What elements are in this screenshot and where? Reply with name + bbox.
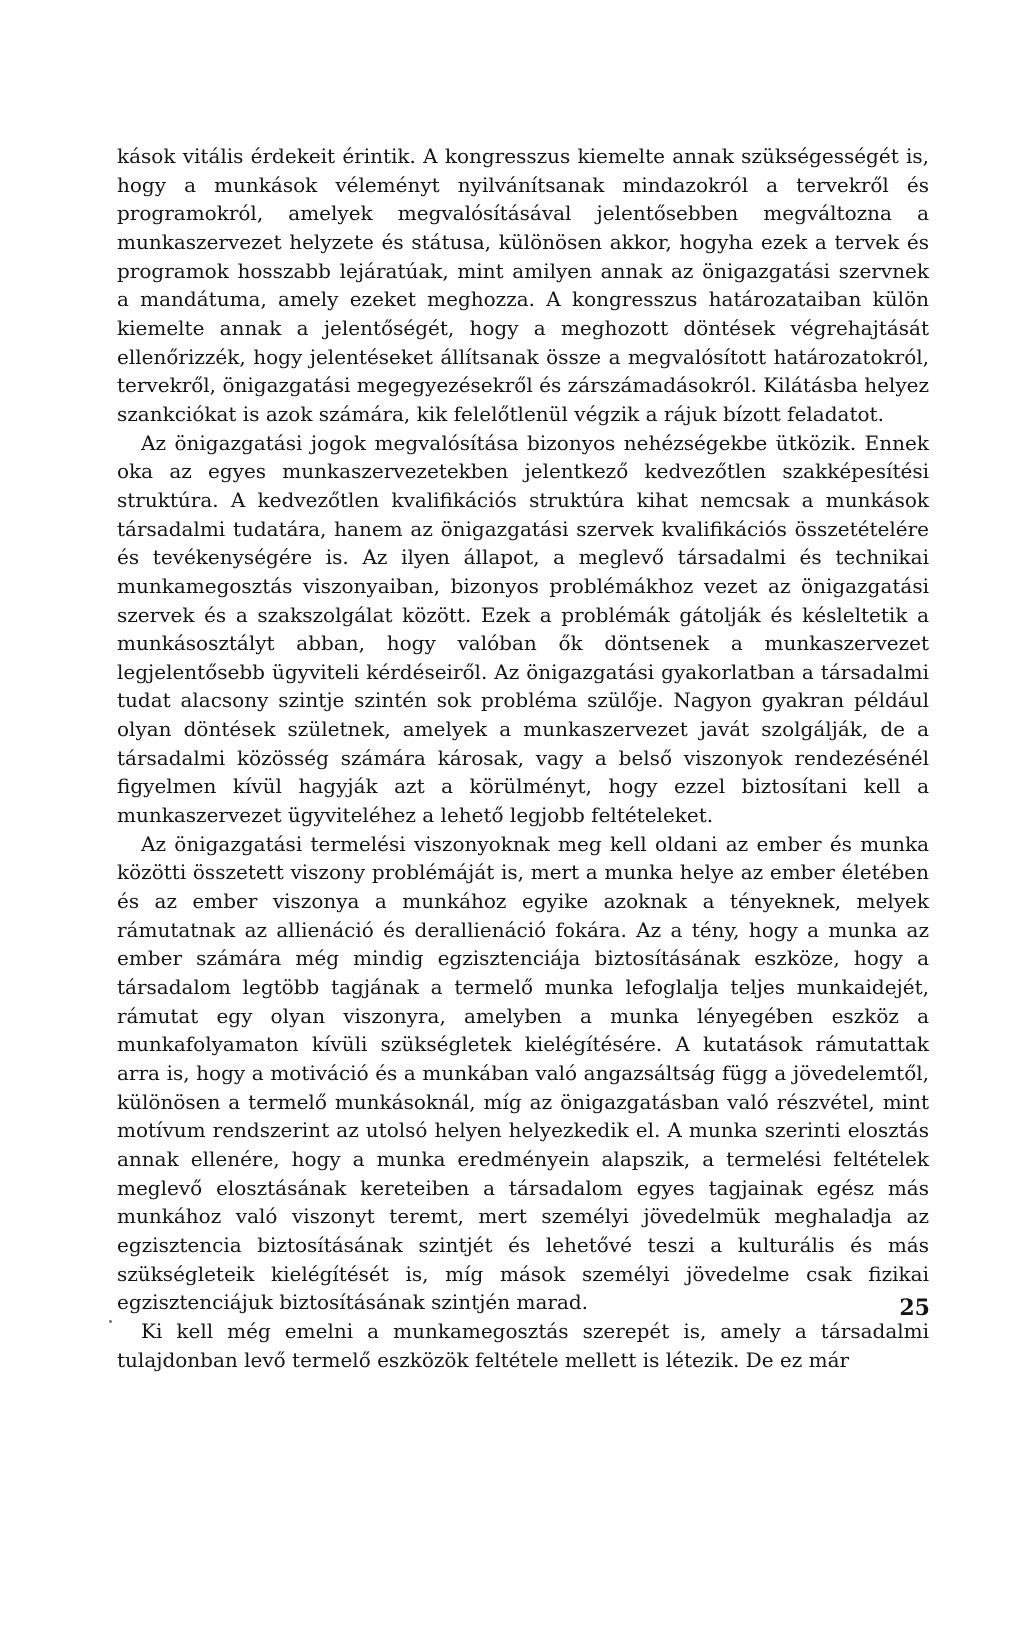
print-speck [109, 1320, 112, 1323]
paragraph-2: Az önigazgatási jogok megvalósítása bizonyos nehézségekbe ütközik. Ennek oka az egyes munkaszervezetekben jelentkező kedvezőtlen szakképesítési struktúra. A kedvezőtlen kvalifikációs struktúra kihat nemcsak a munkások társadalmi tudatára, hanem az önigazgatási szervek kvalifikációs összetételére és tevékenységére is. Az ilyen állapot, a meglevő társadalmi és technikai munkamegosztás viszonyaiban, bizonyos problémákhoz vezet az önigazgatási szervek és a szakszolgálat között. Ezek a problémák gátolják és késleltetik a munkásosztályt abban, hogy valóban ők döntsenek a munkaszervezet legjelentősebb ügyviteli kérdéseiről. Az önigazgatási gyakorlatban a társadalmi tudat alacsony szintje szintén sok probléma szülője. Nagyon gyakran például olyan döntések születnek, amelyek a munkaszervezet javát szolgálják, de a társadalmi közösség számára károsak, vagy a belső viszonyok rendezésénél figyelmen kívül hagyják azt a körülményt, hogy ezzel biztosítani kell a munkaszervezet ügyviteléhez a lehető legjobb feltételeket. [117, 430, 929, 828]
page-number: 25 [899, 1295, 930, 1321]
body-text [117, 142, 929, 1374]
paragraph-4: Ki kell még emelni a munkamegosztás szerepét is, amely a társadalmi tulajdonban levő termelő eszközök feltétele mellett is létezik. De ez már [117, 1318, 929, 1372]
paragraph-3: Az önigazgatási termelési viszonyoknak meg kell oldani az ember és munka közötti összetett viszony problémáját is, mert a munka helye az ember életében és az ember viszonya a munkához egyike azoknak a tényeknek, melyek rámutatnak az allienáció és derallienáció fokára. Az a tény, hogy a munka az ember számára még mindig egzisztenciája biztosításának eszköze, hogy a társadalom legtöbb tagjának a termelő munka lefoglalja teljes munkaidejét, rámutat egy olyan viszonyra, amelyben a munka lényegében eszköz a munkafolyamaton kívüli szükségletek kielégítésére. A kutatások rámutattak arra is, hogy a motiváció és a munkában való angazsáltság függ a jövedelemtől, különösen a termelő munkásoknál, míg az önigazgatásban való részvétel, mint motívum rendszerint az utolsó helyen helyezkedik el. A munka szerinti elosztás annak ellenére, hogy a munka eredményein alapszik, a termelési feltételek meglevő elosztásának kereteiben a társadalom egyes tagjainak egész más munkához való viszonyt teremt, mert személyi jövedelmük meghaladja az egzisztencia biztosításának szintjét és lehetővé teszi a kulturális és más szükségleteik kielégítését is, míg mások személyi jövedelme csak fizikai egzisztenciájuk biztosításának szintjén marad. [117, 831, 929, 1315]
paragraph-1: kások vitális érdekeit érintik. A kongresszus kiemelte annak szükségességét is, hogy a munkások véleményt nyilvánítsanak mindazokról a tervekről és programokról, amelyek megvalósításával jelentősebben megváltozna a munkaszervezet helyzete és státusa, különösen akkor, hogyha ezek a tervek és programok hosszabb lejáratúak, mint amilyen annak az önigazgatási szervnek a mandátuma, amely ezeket meghozza. A kongresszus határozataiban külön kiemelte annak a jelentőségét, hogy a meghozott döntések végrehajtását ellenőrizzék, hogy jelentéseket állítsanak össze a megvalósított határozatokról, tervekről, önigazgatási megegyezésekről és zárszámadásokról. Kilátásba helyez szankciókat is azok számára, kik felelőtlenül végzik a rájuk bízott feladatot. [117, 144, 929, 426]
